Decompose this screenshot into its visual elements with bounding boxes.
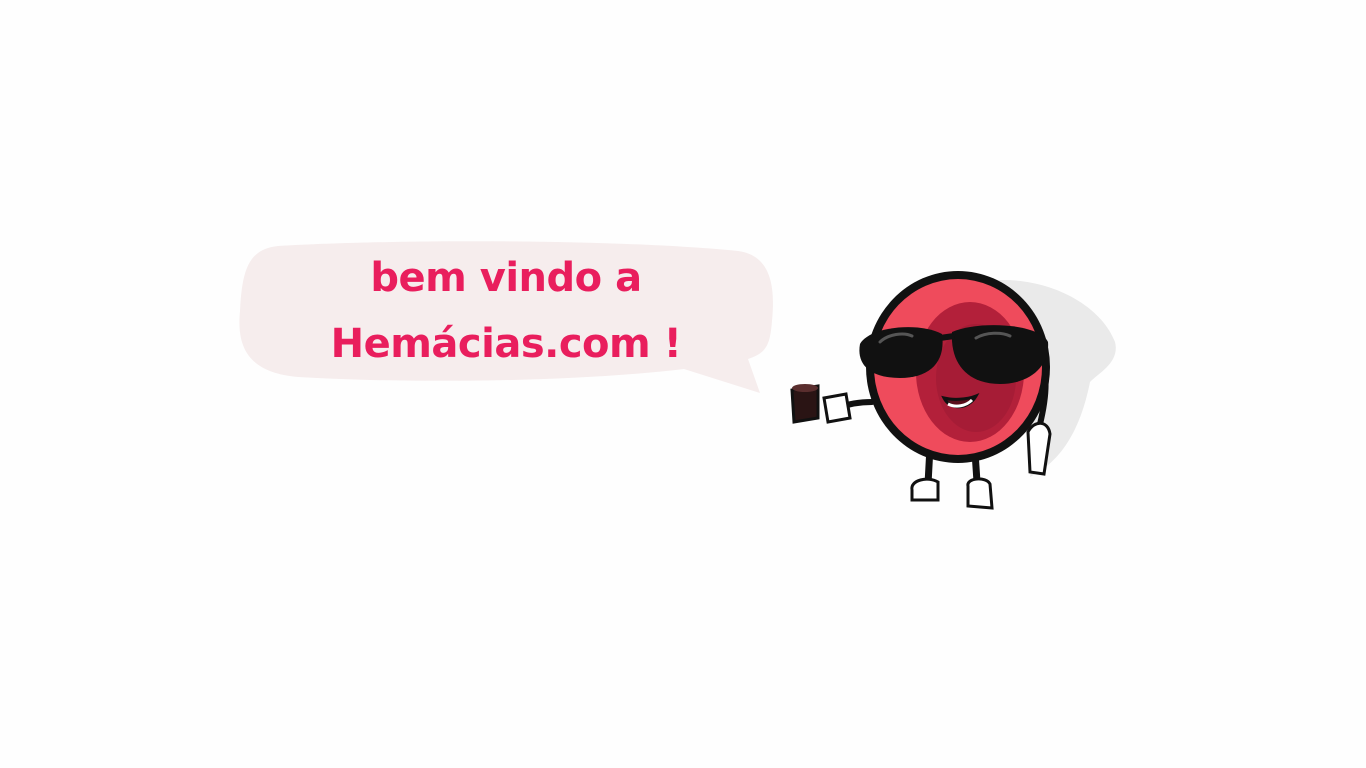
speech-bubble — [238, 241, 774, 381]
welcome-line-2: Hemácias.com ! — [330, 321, 682, 367]
welcome-line-1: bem vindo a — [370, 255, 642, 301]
welcome-message — [238, 241, 774, 381]
red-blood-cell-mascot-icon — [780, 262, 1130, 522]
